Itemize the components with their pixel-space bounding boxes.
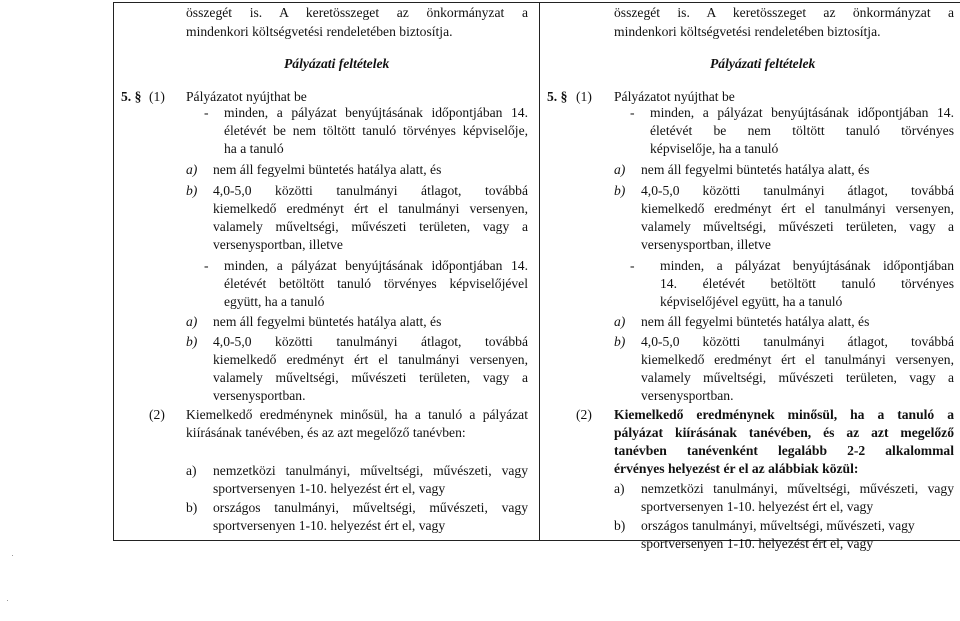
left-intro-line-2: mindenkori költségvetési rendeletében biztosítja. bbox=[186, 24, 453, 39]
right-item-i-a-label: a) bbox=[614, 481, 625, 496]
right-item-b-line-3: valamely műveltségi, művészeti területen, vagy a bbox=[641, 219, 954, 234]
right-item-i-a-line-1: nemzetközi tanulmányi, műveltségi, művészeti, vagy bbox=[641, 481, 954, 496]
left-item-i-b-label: b) bbox=[186, 500, 198, 515]
left-dash2-line-3: együtt, ha a tanuló bbox=[224, 294, 325, 309]
left-paragraph-2-line-1: Kiemelkedő eredménynek minősül, ha a tanuló a pályázat bbox=[186, 407, 528, 422]
left-item-i-b-line-2: sportversenyen 1-10. helyezést ért el, vagy bbox=[213, 518, 446, 533]
left-paragraph-1-text: Pályázatot nyújthat be bbox=[186, 89, 307, 104]
left-dash-bullet: - bbox=[204, 105, 209, 120]
right-paragraph-2-line-3: tanévben tanévenként legalább 2-2 alkalommal bbox=[614, 443, 954, 458]
left-paragraph-2-number: (2) bbox=[149, 407, 165, 422]
right-dash1-line-3: képviselője, ha a tanuló bbox=[650, 141, 779, 156]
right-item-a2-text: nem áll fegyelmi büntetés hatálya alatt, és bbox=[641, 314, 870, 329]
right-dash1-line-2: életévét be nem töltött tanuló törvényes bbox=[650, 123, 954, 138]
right-item-a2-label: a) bbox=[614, 314, 626, 329]
left-dash1-line-3: ha a tanuló bbox=[224, 141, 284, 156]
right-heading: Pályázati feltételek bbox=[710, 56, 816, 71]
left-item-b-line-2: kiemelkedő eredményt ért el tanulmányi versenyen, bbox=[213, 201, 528, 216]
right-item-b2-line-2: kiemelkedő eredményt ért el tanulmányi versenyen, bbox=[641, 352, 954, 367]
left-dash1-line-2: életévét be nem töltött tanuló törvényes képviselője, bbox=[224, 123, 528, 138]
left-section-number: 5. § bbox=[121, 89, 142, 104]
right-item-a-label: a) bbox=[614, 162, 626, 177]
right-item-b2-line-4: versenysportban. bbox=[641, 388, 734, 403]
left-item-b2-line-1: 4,0-5,0 közötti tanulmányi átlagot, továbbá bbox=[213, 334, 528, 349]
right-item-b2-label: b) bbox=[614, 334, 626, 349]
right-dash2-line-3: képviselőjével együtt, ha a tanuló bbox=[660, 294, 843, 309]
right-item-b-line-1: 4,0-5,0 közötti tanulmányi átlagot, továbbá bbox=[641, 183, 954, 198]
right-intro-line-2: mindenkori költségvetési rendeletében biztosítja. bbox=[614, 24, 881, 39]
left-dash2-line-2: életévét betöltött tanuló törvényes képviselőjével bbox=[224, 276, 528, 291]
right-dash-bullet: - bbox=[630, 258, 635, 273]
right-intro-line-1: összegét is. A keretösszeget az önkormányzat a bbox=[614, 5, 954, 20]
left-item-a2-label: a) bbox=[186, 314, 198, 329]
right-item-b-label: b) bbox=[614, 183, 626, 198]
right-dash2-line-2: 14. életévét betöltött tanuló törvényes bbox=[660, 276, 954, 291]
right-paragraph-2-line-1: Kiemelkedő eredménynek minősül, ha a tanuló a bbox=[614, 407, 954, 422]
right-item-i-b-line-2: sportversenyen 1-10. helyezést ért el, vagy bbox=[641, 536, 874, 551]
left-dash1-line-1: minden, a pályázat benyújtásának időpontjában 14. bbox=[224, 105, 528, 120]
right-item-i-b-line-1: országos tanulmányi, műveltségi, művészeti, vagy bbox=[641, 518, 915, 533]
left-item-b2-line-3: valamely műveltségi, művészeti területen, vagy a bbox=[213, 370, 528, 385]
left-paragraph-1-number: (1) bbox=[149, 89, 165, 104]
left-item-b2-line-4: versenysportban. bbox=[213, 388, 306, 403]
right-item-b-line-2: kiemelkedő eredményt ért el tanulmányi versenyen, bbox=[641, 201, 954, 216]
scan-speck bbox=[12, 555, 13, 556]
right-item-b-line-4: versenysportban, illetve bbox=[641, 237, 771, 252]
left-item-b2-label: b) bbox=[186, 334, 198, 349]
left-heading: Pályázati feltételek bbox=[284, 56, 390, 71]
left-dash2-line-1: minden, a pályázat benyújtásának időpontjában 14. bbox=[224, 258, 528, 273]
left-item-a-text: nem áll fegyelmi büntetés hatálya alatt, és bbox=[213, 162, 442, 177]
right-paragraph-2-line-2: pályázat kiírásának tanévében, és az azt megelőző bbox=[614, 425, 954, 440]
right-dash1-line-1: minden, a pályázat benyújtásának időpontjában 14. bbox=[650, 105, 954, 120]
right-dash-bullet: - bbox=[630, 105, 635, 120]
right-paragraph-2-line-4: érvényes helyezést ér el az alábbiak közül: bbox=[614, 461, 859, 476]
left-intro-line-1: összegét is. A keretösszeget az önkormányzat a bbox=[186, 5, 528, 20]
left-item-b2-line-2: kiemelkedő eredményt ért el tanulmányi versenyen, bbox=[213, 352, 528, 367]
left-item-i-a-line-1: nemzetközi tanulmányi, műveltségi, művészeti, vagy bbox=[213, 463, 528, 478]
right-dash2-line-1: minden, a pályázat benyújtásának időpontjában bbox=[660, 258, 954, 273]
left-item-b-line-1: 4,0-5,0 közötti tanulmányi átlagot, továbbá bbox=[213, 183, 528, 198]
left-item-b-line-4: versenysportban, illetve bbox=[213, 237, 343, 252]
left-item-b-line-3: valamely műveltségi, művészeti területen, vagy a bbox=[213, 219, 528, 234]
left-item-a2-text: nem áll fegyelmi büntetés hatálya alatt, és bbox=[213, 314, 442, 329]
left-dash-bullet: - bbox=[204, 258, 209, 273]
right-item-b2-line-3: valamely műveltségi, művészeti területen, vagy a bbox=[641, 370, 954, 385]
left-paragraph-2-line-2: kiírásának tanévében, és az azt megelőző tanévben: bbox=[186, 425, 466, 440]
right-paragraph-1-number: (1) bbox=[576, 89, 592, 104]
left-item-i-a-line-2: sportversenyen 1-10. helyezést ért el, vagy bbox=[213, 481, 446, 496]
right-paragraph-1-text: Pályázatot nyújthat be bbox=[614, 89, 735, 104]
right-item-i-b-label: b) bbox=[614, 518, 626, 533]
right-item-i-a-line-2: sportversenyen 1-10. helyezést ért el, vagy bbox=[641, 499, 874, 514]
right-item-a-text: nem áll fegyelmi büntetés hatálya alatt, és bbox=[641, 162, 870, 177]
right-item-b2-line-1: 4,0-5,0 közötti tanulmányi átlagot, továbbá bbox=[641, 334, 954, 349]
right-section-number: 5. § bbox=[547, 89, 568, 104]
left-item-i-b-line-1: országos tanulmányi, műveltségi, művészeti, vagy bbox=[213, 500, 528, 515]
left-item-i-a-label: a) bbox=[186, 463, 197, 478]
scan-speck bbox=[7, 600, 8, 601]
column-divider bbox=[539, 2, 540, 541]
right-paragraph-2-number: (2) bbox=[576, 407, 592, 422]
left-item-a-label: a) bbox=[186, 162, 198, 177]
left-item-b-label: b) bbox=[186, 183, 198, 198]
